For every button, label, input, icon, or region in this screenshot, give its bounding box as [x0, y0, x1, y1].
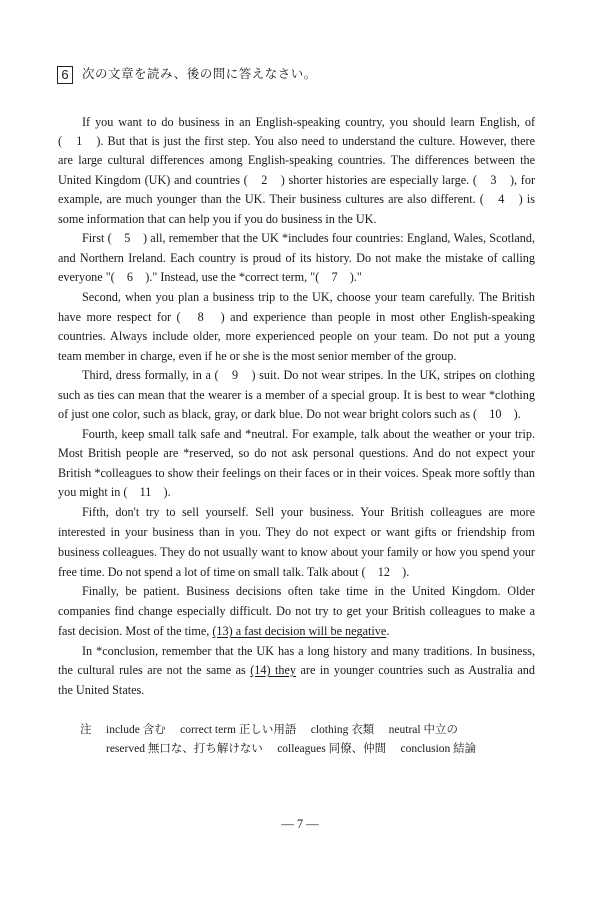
line-text: you might in ( 11 ). [58, 485, 171, 499]
line-text: some information that can help you if you do business in the UK. [58, 212, 377, 226]
line-text: . [386, 624, 390, 638]
passage-line [58, 172, 535, 188]
line-text: fast decision. Most of the time, [58, 624, 213, 638]
notes-label: 注 [80, 724, 92, 736]
line-text: Fifth, don't try to sell yourself. Sell your business. Your British colleagues are more [82, 505, 535, 519]
underlined-phrase: (14) they [250, 663, 297, 677]
line-text: United Kingdom (UK) and countries ( 2 ) shorter histories are especially large. ( 3 ), for [58, 173, 535, 187]
line-text: If you want to do business in an English-speaking country, you should learn English, of [82, 115, 535, 129]
line-text: Third, dress formally, in a ( 9 ) suit. Do not wear stripes. In the UK, stripes on clothing [82, 368, 535, 382]
line-text: the United States. [58, 683, 145, 697]
line-text: countries. Always include older, more experienced people on your team. Do not put a young [58, 329, 535, 343]
passage-line [58, 211, 535, 227]
line-text: Fourth, keep small talk safe and *neutral. For example, talk about the weather or your trip. [82, 427, 535, 441]
line-text: In *conclusion, remember that the UK has a long history and many traditions. In business, [82, 644, 535, 658]
line-text: and Northern Ireland. Each country is proud of its history. Do not make the mistake of calling [58, 251, 535, 265]
passage-line [58, 152, 535, 168]
passage-line [58, 133, 535, 149]
notes-line-1: include 含む correct term 正しい用語 clothing 衣類 neutral 中立の [106, 724, 458, 736]
line-text: First ( 5 ) all, remember that the UK *includes four countries: England, Wales, Scotland, [82, 231, 535, 245]
passage-line [58, 465, 535, 481]
passage-line [58, 564, 535, 580]
line-text: example, are much younger than the UK. Their business cultures are also different. ( 4 ) is [58, 192, 535, 206]
passage-line [58, 682, 535, 698]
passage-line [58, 445, 535, 461]
passage-line [82, 504, 535, 520]
passage-line [58, 544, 535, 560]
line-text: free time. Do not spend a lot of time on small talk. Talk about ( 12 ). [58, 565, 410, 579]
line-text: everyone "( 6 )." Instead, use the *correct term, "( 7 )." [58, 270, 362, 284]
passage-line [58, 484, 535, 500]
line-text: of just one color, such as black, gray, or dark blue. Do not wear bright colors such as ( 10 ). [58, 407, 521, 421]
passage-line [58, 191, 535, 207]
passage-line [58, 662, 535, 678]
passage-line [58, 348, 535, 364]
question-number-box: 6 [57, 66, 73, 84]
passage-line [58, 309, 535, 325]
passage-line [58, 603, 535, 619]
line-text: such as ties can mean that the wearer is a member of a special group. It is best to wear *clothing [58, 388, 535, 402]
passage-line [82, 426, 535, 442]
passage-line [58, 387, 535, 403]
line-text: British *colleagues to show their feelings on their faces or in their voices. Speak more softly than [58, 466, 535, 480]
passage-line [82, 230, 535, 246]
line-text: are large cultural differences among English-speaking countries. The differences between the [58, 153, 535, 167]
notes-line-2: reserved 無口な、打ち解けない colleagues 同僚、仲間 conclusion 結論 [106, 743, 477, 755]
passage-line [82, 583, 535, 599]
underlined-phrase: (13) a fast decision will be negative [212, 624, 387, 638]
line-text: team member in charge, even if he or she is the most senior member of the group. [58, 349, 457, 363]
line-text: companies find change especially difficult. Do not try to get your British colleagues to make a [58, 604, 535, 618]
passage-line [82, 289, 535, 305]
line-text: business colleagues. They do not usually want to know about your family or how you spend your [58, 545, 535, 559]
passage-line [82, 367, 535, 383]
passage-line [58, 250, 535, 266]
passage-line [58, 328, 535, 344]
passage-line [58, 269, 535, 285]
line-text: interested in your business than in you. They do not expect or want gifts or friendship from [58, 525, 535, 539]
passage-line [58, 406, 535, 422]
line-text: Second, when you plan a business trip to the UK, choose your team carefully. The British [82, 290, 535, 304]
line-text: are in younger countries such as Australia and [296, 663, 535, 677]
line-text: ( 1 ). But that is just the first step. You also need to understand the culture. However, there [58, 134, 535, 148]
line-text: Most British people are *reserved, so do not ask personal questions. And do not expect your [58, 446, 535, 460]
passage-line [82, 643, 535, 659]
question-instruction: 次の文章を読み、後の問に答えなさい。 [82, 67, 317, 81]
passage-line [58, 623, 535, 639]
page-number: — 7 — [281, 817, 319, 831]
line-text: have more respect for ( 8 ) and experience than people in most other English-speaking [58, 310, 535, 324]
line-text: Finally, be patient. Business decisions often take time in the United Kingdom. Older [82, 584, 535, 598]
passage-line [58, 524, 535, 540]
passage-line [82, 114, 535, 130]
line-text: the cultural rules are not the same as [58, 663, 251, 677]
